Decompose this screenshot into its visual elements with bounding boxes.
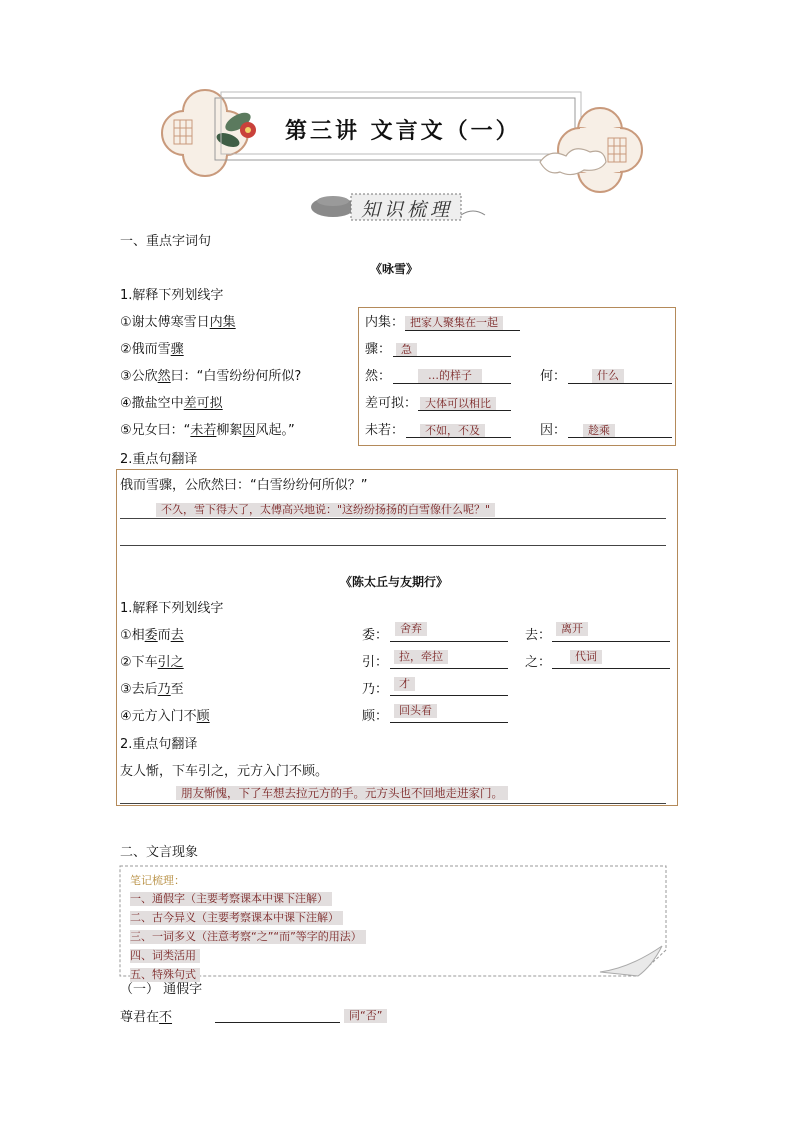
knowledge-title: 知识梳理 <box>361 199 454 221</box>
answer-text: 什么 <box>592 369 624 383</box>
note-item: 四、词类活用 <box>130 949 200 963</box>
list-item: ④撒盐空中差可拟 <box>120 396 223 411</box>
list-item: ⑤兄女曰：“未若柳絮因风起。” <box>120 423 295 438</box>
answer-text: …的样子 <box>418 369 482 383</box>
answer-text: 离开 <box>556 622 588 636</box>
list-item: ②下车引之 <box>120 655 184 670</box>
answer-text: 急 <box>396 343 417 357</box>
section2-heading: 二、文言现象 <box>120 845 199 860</box>
answer-text: 拉，牵拉 <box>394 650 448 664</box>
page-title: 第三讲 文言文（一） <box>285 118 521 144</box>
answer-text: 代词 <box>570 650 602 664</box>
notes-title: 笔记梳理： <box>130 874 185 887</box>
sentence-1: 俄而雪骤，公欣然曰：“白雪纷纷何所似？” <box>120 478 368 493</box>
poem1-title: 《咏雪》 <box>370 262 419 276</box>
example-line: 尊君在不 <box>120 1010 173 1025</box>
answer-label: 内集： <box>365 315 405 330</box>
answer-text: 把家人聚集在一起 <box>405 316 503 330</box>
poem2-title: 《陈太丘与友期行》 <box>340 575 449 589</box>
explain-heading-2: 1.解释下列划线字 <box>120 601 224 616</box>
answer-label: 引： <box>362 655 389 670</box>
sentence-1-translation: 不久，雪下得大了，太傅高兴地说："这纷纷扬扬的白雪像什么呢？" <box>156 503 495 517</box>
answer-text: 趁乘 <box>583 424 615 438</box>
answer-label: 之： <box>525 655 552 670</box>
note-item: 三、一词多义（注意考察“之”“而”等字的用法） <box>130 930 366 944</box>
answer-label: 然： <box>365 369 392 384</box>
answer-box-2 <box>116 469 678 806</box>
answer-label: 去： <box>525 628 552 643</box>
answer-label: 乃： <box>362 682 389 697</box>
subsection-heading: （一） 通假字 <box>120 982 203 997</box>
example-answer: 同“否” <box>344 1009 387 1023</box>
answer-label: 因： <box>540 423 567 438</box>
list-item: ③去后乃至 <box>120 682 184 697</box>
note-item: 一、通假字（主要考察课本中课下注解） <box>130 892 332 906</box>
sentence-2-translation: 朋友惭愧，下了车想去拉元方的手。元方头也不回地走进家门。 <box>176 786 508 800</box>
list-item: ②俄而雪骤 <box>120 342 184 357</box>
answer-label: 委： <box>362 628 389 643</box>
notes-list <box>130 887 366 982</box>
knowledge-badge <box>305 187 490 227</box>
list-item: ③公欣然曰：“白雪纷纷何所似? <box>120 369 302 384</box>
answer-text: 不如，不及 <box>420 424 485 438</box>
section1-heading: 一、重点字词句 <box>120 234 212 249</box>
answer-label: 未若： <box>365 423 405 438</box>
note-item: 五、特殊句式 <box>130 968 200 982</box>
answer-text: 回头看 <box>394 704 437 718</box>
translate-heading: 2.重点句翻译 <box>120 452 198 467</box>
note-item: 二、古今异义（主要考察课本中课下注解） <box>130 911 343 925</box>
list-item: ④元方入门不顾 <box>120 709 210 724</box>
translate-heading-2: 2.重点句翻译 <box>120 737 198 752</box>
explain-heading: 1.解释下列划线字 <box>120 288 224 303</box>
answer-label: 骤： <box>365 342 392 357</box>
list-item: ①谢太傅寒雪日内集 <box>120 315 236 330</box>
answer-text: 才 <box>394 677 415 691</box>
list-item: ①相委而去 <box>120 628 184 643</box>
answer-label: 顾： <box>362 709 389 724</box>
answer-label: 何： <box>540 369 567 384</box>
sentence-2: 友人惭，下车引之，元方入门不顾。 <box>120 764 329 779</box>
answer-text: 舍弃 <box>395 622 427 636</box>
answer-label: 差可拟： <box>365 396 418 411</box>
answer-text: 大体可以相比 <box>420 397 496 411</box>
